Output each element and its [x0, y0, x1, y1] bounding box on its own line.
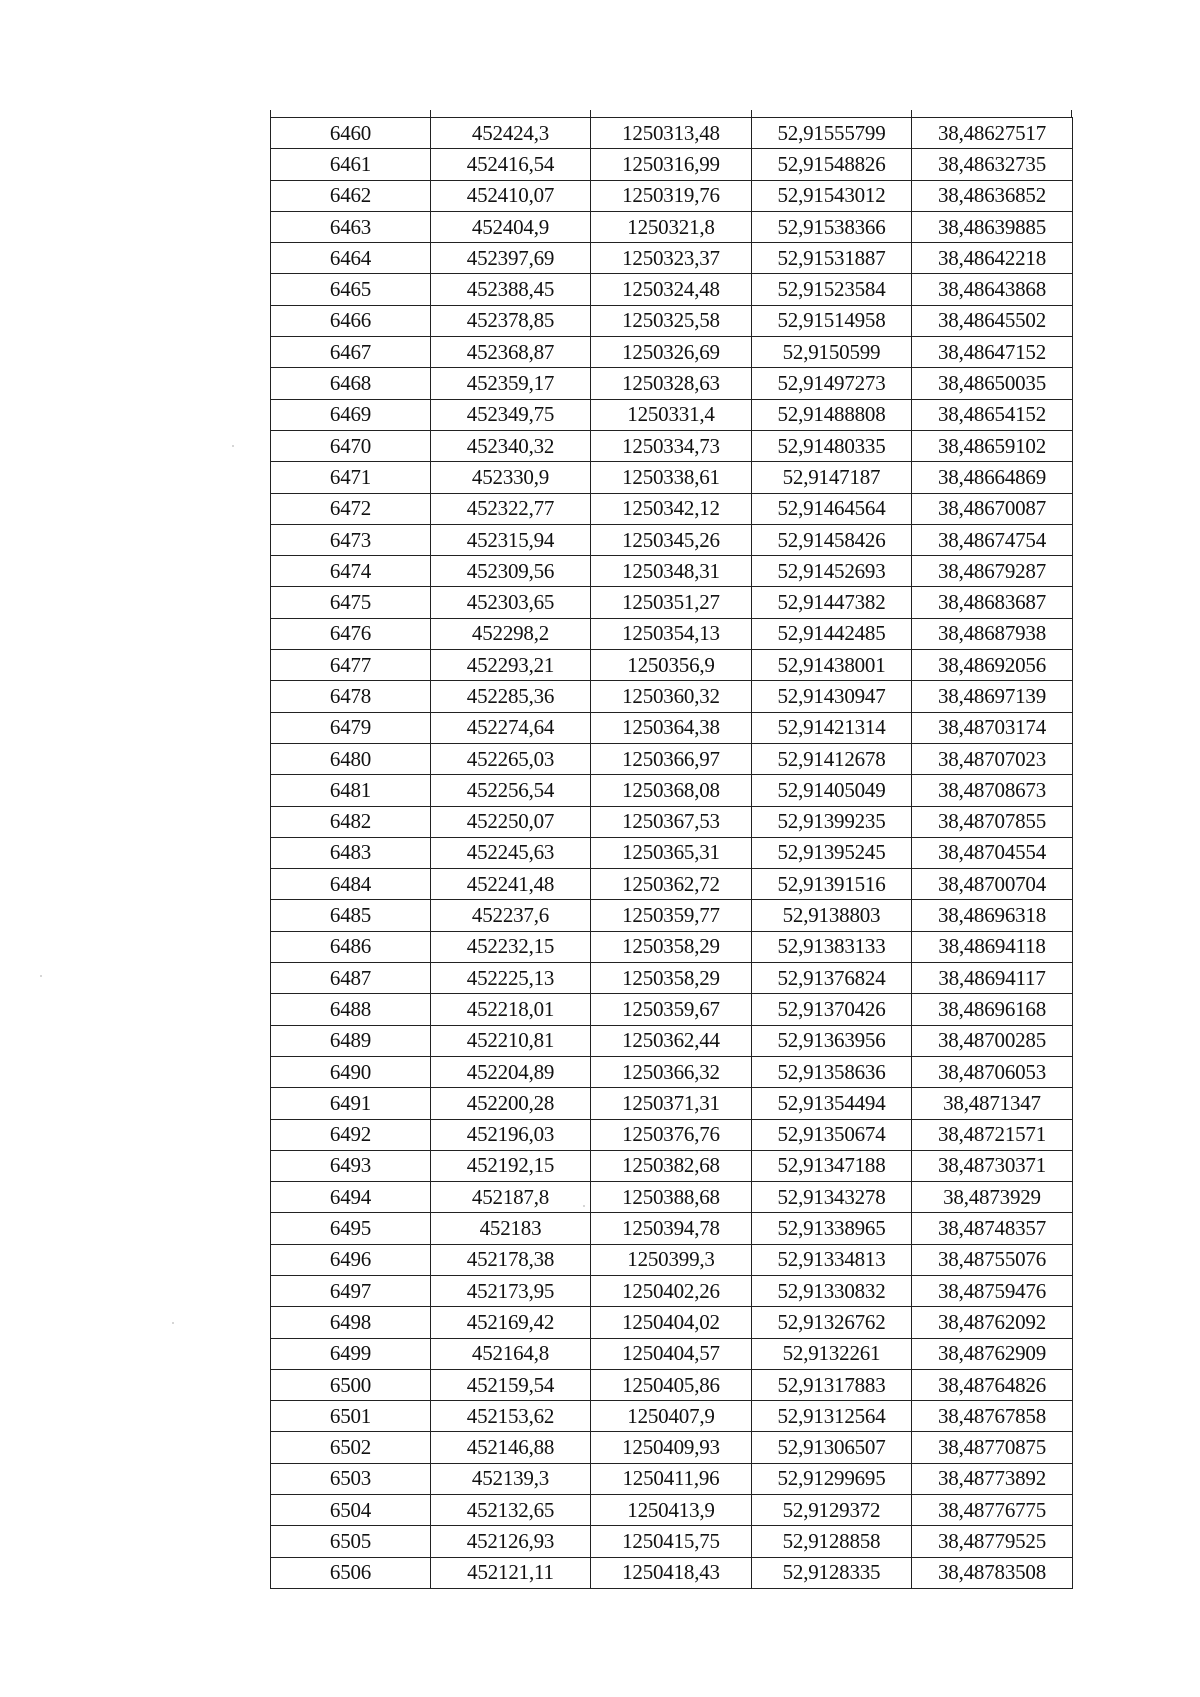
- latitude-cell: 52,91347188: [752, 1150, 912, 1181]
- y-coordinate-cell: 1250399,3: [591, 1244, 752, 1275]
- table-row: [271, 1119, 1073, 1150]
- y-coordinate-cell: 1250359,67: [591, 994, 752, 1025]
- point-number-cell: 6490: [271, 1056, 431, 1087]
- coordinate-table-body: [271, 118, 1073, 1589]
- table-row: [271, 1495, 1073, 1526]
- latitude-cell: 52,91370426: [752, 994, 912, 1025]
- point-number-cell: 6468: [271, 368, 431, 399]
- longitude-cell: 38,48654152: [912, 399, 1073, 430]
- y-coordinate-cell: 1250366,97: [591, 743, 752, 774]
- longitude-cell: 38,48706053: [912, 1056, 1073, 1087]
- y-coordinate-cell: 1250371,31: [591, 1088, 752, 1119]
- longitude-cell: 38,48696318: [912, 900, 1073, 931]
- longitude-cell: 38,48704554: [912, 837, 1073, 868]
- point-number-cell: 6506: [271, 1557, 431, 1588]
- x-coordinate-cell: 452196,03: [431, 1119, 591, 1150]
- table-row: [271, 149, 1073, 180]
- x-coordinate-cell: 452204,89: [431, 1056, 591, 1087]
- latitude-cell: 52,91452693: [752, 556, 912, 587]
- latitude-cell: 52,91306507: [752, 1432, 912, 1463]
- x-coordinate-cell: 452416,54: [431, 149, 591, 180]
- table-row: [271, 211, 1073, 242]
- latitude-cell: 52,9128858: [752, 1526, 912, 1557]
- table-row: [271, 1182, 1073, 1213]
- table-row: [271, 618, 1073, 649]
- x-coordinate-cell: 452218,01: [431, 994, 591, 1025]
- y-coordinate-cell: 1250376,76: [591, 1119, 752, 1150]
- x-coordinate-cell: 452237,6: [431, 900, 591, 931]
- x-coordinate-cell: 452368,87: [431, 337, 591, 368]
- latitude-cell: 52,91330832: [752, 1275, 912, 1306]
- table-row: [271, 368, 1073, 399]
- table-row: [271, 650, 1073, 681]
- x-coordinate-cell: 452378,85: [431, 305, 591, 336]
- longitude-cell: 38,48679287: [912, 556, 1073, 587]
- latitude-cell: 52,91458426: [752, 524, 912, 555]
- table-row: [271, 1557, 1073, 1588]
- y-coordinate-cell: 1250354,13: [591, 618, 752, 649]
- latitude-cell: 52,91405049: [752, 775, 912, 806]
- longitude-cell: 38,48762909: [912, 1338, 1073, 1369]
- point-number-cell: 6463: [271, 211, 431, 242]
- table-row: [271, 1244, 1073, 1275]
- latitude-cell: 52,91538366: [752, 211, 912, 242]
- table-row: [271, 963, 1073, 994]
- longitude-cell: 38,48642218: [912, 243, 1073, 274]
- latitude-cell: 52,91442485: [752, 618, 912, 649]
- x-coordinate-cell: 452388,45: [431, 274, 591, 305]
- longitude-cell: 38,48700704: [912, 869, 1073, 900]
- x-coordinate-cell: 452126,93: [431, 1526, 591, 1557]
- point-number-cell: 6493: [271, 1150, 431, 1181]
- table-row: [271, 1526, 1073, 1557]
- point-number-cell: 6503: [271, 1463, 431, 1494]
- table-row: [271, 1463, 1073, 1494]
- latitude-cell: 52,91438001: [752, 650, 912, 681]
- longitude-cell: 38,48759476: [912, 1275, 1073, 1306]
- point-number-cell: 6460: [271, 118, 431, 149]
- latitude-cell: 52,91523584: [752, 274, 912, 305]
- y-coordinate-cell: 1250409,93: [591, 1432, 752, 1463]
- y-coordinate-cell: 1250404,02: [591, 1307, 752, 1338]
- x-coordinate-cell: 452293,21: [431, 650, 591, 681]
- point-number-cell: 6467: [271, 337, 431, 368]
- longitude-cell: 38,48650035: [912, 368, 1073, 399]
- y-coordinate-cell: 1250324,48: [591, 274, 752, 305]
- longitude-cell: 38,48659102: [912, 430, 1073, 461]
- y-coordinate-cell: 1250405,86: [591, 1369, 752, 1400]
- y-coordinate-cell: 1250313,48: [591, 118, 752, 149]
- longitude-cell: 38,48767858: [912, 1401, 1073, 1432]
- table-row: [271, 1401, 1073, 1432]
- x-coordinate-cell: 452153,62: [431, 1401, 591, 1432]
- point-number-cell: 6479: [271, 712, 431, 743]
- y-coordinate-cell: 1250404,57: [591, 1338, 752, 1369]
- latitude-cell: 52,91312564: [752, 1401, 912, 1432]
- table-row: [271, 837, 1073, 868]
- latitude-cell: 52,91354494: [752, 1088, 912, 1119]
- latitude-cell: 52,91334813: [752, 1244, 912, 1275]
- point-number-cell: 6471: [271, 462, 431, 493]
- y-coordinate-cell: 1250394,78: [591, 1213, 752, 1244]
- x-coordinate-cell: 452359,17: [431, 368, 591, 399]
- longitude-cell: 38,48674754: [912, 524, 1073, 555]
- x-coordinate-cell: 452285,36: [431, 681, 591, 712]
- x-coordinate-cell: 452232,15: [431, 931, 591, 962]
- y-coordinate-cell: 1250325,58: [591, 305, 752, 336]
- longitude-cell: 38,48783508: [912, 1557, 1073, 1588]
- x-coordinate-cell: 452200,28: [431, 1088, 591, 1119]
- x-coordinate-cell: 452265,03: [431, 743, 591, 774]
- y-coordinate-cell: 1250367,53: [591, 806, 752, 837]
- table-row: [271, 1275, 1073, 1306]
- point-number-cell: 6504: [271, 1495, 431, 1526]
- longitude-cell: 38,48694118: [912, 931, 1073, 962]
- table-row: [271, 994, 1073, 1025]
- point-number-cell: 6501: [271, 1401, 431, 1432]
- y-coordinate-cell: 1250411,96: [591, 1463, 752, 1494]
- x-coordinate-cell: 452241,48: [431, 869, 591, 900]
- latitude-cell: 52,91447382: [752, 587, 912, 618]
- point-number-cell: 6469: [271, 399, 431, 430]
- y-coordinate-cell: 1250338,61: [591, 462, 752, 493]
- x-coordinate-cell: 452169,42: [431, 1307, 591, 1338]
- scan-speck: [40, 975, 42, 977]
- x-coordinate-cell: 452404,9: [431, 211, 591, 242]
- latitude-cell: 52,91555799: [752, 118, 912, 149]
- point-number-cell: 6500: [271, 1369, 431, 1400]
- longitude-cell: 38,4871347: [912, 1088, 1073, 1119]
- point-number-cell: 6472: [271, 493, 431, 524]
- table-row: [271, 775, 1073, 806]
- table-row: [271, 274, 1073, 305]
- y-coordinate-cell: 1250358,29: [591, 963, 752, 994]
- latitude-cell: 52,9138803: [752, 900, 912, 931]
- table-row: [271, 806, 1073, 837]
- longitude-cell: 38,48764826: [912, 1369, 1073, 1400]
- latitude-cell: 52,91421314: [752, 712, 912, 743]
- longitude-cell: 38,48627517: [912, 118, 1073, 149]
- y-coordinate-cell: 1250328,63: [591, 368, 752, 399]
- y-coordinate-cell: 1250415,75: [591, 1526, 752, 1557]
- x-coordinate-cell: 452256,54: [431, 775, 591, 806]
- table-row: [271, 1369, 1073, 1400]
- point-number-cell: 6477: [271, 650, 431, 681]
- y-coordinate-cell: 1250331,4: [591, 399, 752, 430]
- y-coordinate-cell: 1250365,31: [591, 837, 752, 868]
- latitude-cell: 52,91391516: [752, 869, 912, 900]
- point-number-cell: 6466: [271, 305, 431, 336]
- latitude-cell: 52,9129372: [752, 1495, 912, 1526]
- y-coordinate-cell: 1250321,8: [591, 211, 752, 242]
- x-coordinate-cell: 452173,95: [431, 1275, 591, 1306]
- x-coordinate-cell: 452330,9: [431, 462, 591, 493]
- y-coordinate-cell: 1250348,31: [591, 556, 752, 587]
- latitude-cell: 52,91343278: [752, 1182, 912, 1213]
- longitude-cell: 38,48773892: [912, 1463, 1073, 1494]
- table-row: [271, 243, 1073, 274]
- latitude-cell: 52,91548826: [752, 149, 912, 180]
- y-coordinate-cell: 1250358,29: [591, 931, 752, 962]
- latitude-cell: 52,91543012: [752, 180, 912, 211]
- table-row: [271, 1088, 1073, 1119]
- table-row: [271, 462, 1073, 493]
- table-row: [271, 430, 1073, 461]
- y-coordinate-cell: 1250323,37: [591, 243, 752, 274]
- x-coordinate-cell: 452245,63: [431, 837, 591, 868]
- y-coordinate-cell: 1250351,27: [591, 587, 752, 618]
- table-row: [271, 493, 1073, 524]
- longitude-cell: 38,48700285: [912, 1025, 1073, 1056]
- y-coordinate-cell: 1250359,77: [591, 900, 752, 931]
- table-row: [271, 681, 1073, 712]
- point-number-cell: 6461: [271, 149, 431, 180]
- longitude-cell: 38,48770875: [912, 1432, 1073, 1463]
- point-number-cell: 6484: [271, 869, 431, 900]
- latitude-cell: 52,9150599: [752, 337, 912, 368]
- table-row: [271, 931, 1073, 962]
- latitude-cell: 52,91376824: [752, 963, 912, 994]
- longitude-cell: 38,48755076: [912, 1244, 1073, 1275]
- longitude-cell: 38,48707023: [912, 743, 1073, 774]
- longitude-cell: 38,48776775: [912, 1495, 1073, 1526]
- y-coordinate-cell: 1250326,69: [591, 337, 752, 368]
- latitude-cell: 52,91317883: [752, 1369, 912, 1400]
- table-row: [271, 1307, 1073, 1338]
- x-coordinate-cell: 452121,11: [431, 1557, 591, 1588]
- x-coordinate-cell: 452225,13: [431, 963, 591, 994]
- latitude-cell: 52,91480335: [752, 430, 912, 461]
- x-coordinate-cell: 452397,69: [431, 243, 591, 274]
- table-row: [271, 712, 1073, 743]
- longitude-cell: 38,48708673: [912, 775, 1073, 806]
- table-row: [271, 900, 1073, 931]
- y-coordinate-cell: 1250345,26: [591, 524, 752, 555]
- longitude-cell: 38,48639885: [912, 211, 1073, 242]
- latitude-cell: 52,91488808: [752, 399, 912, 430]
- table-row: [271, 1338, 1073, 1369]
- point-number-cell: 6482: [271, 806, 431, 837]
- x-coordinate-cell: 452424,3: [431, 118, 591, 149]
- latitude-cell: 52,91497273: [752, 368, 912, 399]
- x-coordinate-cell: 452322,77: [431, 493, 591, 524]
- latitude-cell: 52,91383133: [752, 931, 912, 962]
- y-coordinate-cell: 1250368,08: [591, 775, 752, 806]
- longitude-cell: 38,48694117: [912, 963, 1073, 994]
- longitude-cell: 38,48670087: [912, 493, 1073, 524]
- longitude-cell: 38,48636852: [912, 180, 1073, 211]
- point-number-cell: 6464: [271, 243, 431, 274]
- latitude-cell: 52,91326762: [752, 1307, 912, 1338]
- latitude-cell: 52,91395245: [752, 837, 912, 868]
- y-coordinate-cell: 1250388,68: [591, 1182, 752, 1213]
- scan-speck: [232, 445, 234, 447]
- point-number-cell: 6478: [271, 681, 431, 712]
- point-number-cell: 6473: [271, 524, 431, 555]
- table-row: [271, 869, 1073, 900]
- point-number-cell: 6505: [271, 1526, 431, 1557]
- y-coordinate-cell: 1250366,32: [591, 1056, 752, 1087]
- longitude-cell: 38,48696168: [912, 994, 1073, 1025]
- point-number-cell: 6496: [271, 1244, 431, 1275]
- point-number-cell: 6474: [271, 556, 431, 587]
- longitude-cell: 38,48721571: [912, 1119, 1073, 1150]
- y-coordinate-cell: 1250362,72: [591, 869, 752, 900]
- longitude-cell: 38,48645502: [912, 305, 1073, 336]
- scan-speck: [583, 1205, 585, 1207]
- point-number-cell: 6483: [271, 837, 431, 868]
- point-number-cell: 6488: [271, 994, 431, 1025]
- longitude-cell: 38,48707855: [912, 806, 1073, 837]
- latitude-cell: 52,91464564: [752, 493, 912, 524]
- table-row: [271, 1025, 1073, 1056]
- table-row: [271, 180, 1073, 211]
- y-coordinate-cell: 1250413,9: [591, 1495, 752, 1526]
- x-coordinate-cell: 452303,65: [431, 587, 591, 618]
- table-row: [271, 556, 1073, 587]
- table-row: [271, 1056, 1073, 1087]
- point-number-cell: 6480: [271, 743, 431, 774]
- longitude-cell: 38,48647152: [912, 337, 1073, 368]
- latitude-cell: 52,91363956: [752, 1025, 912, 1056]
- latitude-cell: 52,91299695: [752, 1463, 912, 1494]
- table-row: [271, 1213, 1073, 1244]
- x-coordinate-cell: 452164,8: [431, 1338, 591, 1369]
- table-row: [271, 524, 1073, 555]
- x-coordinate-cell: 452178,38: [431, 1244, 591, 1275]
- longitude-cell: 38,48692056: [912, 650, 1073, 681]
- y-coordinate-cell: 1250362,44: [591, 1025, 752, 1056]
- latitude-cell: 52,91358636: [752, 1056, 912, 1087]
- longitude-cell: 38,48632735: [912, 149, 1073, 180]
- y-coordinate-cell: 1250364,38: [591, 712, 752, 743]
- x-coordinate-cell: 452274,64: [431, 712, 591, 743]
- point-number-cell: 6489: [271, 1025, 431, 1056]
- latitude-cell: 52,9132261: [752, 1338, 912, 1369]
- point-number-cell: 6481: [271, 775, 431, 806]
- latitude-cell: 52,91531887: [752, 243, 912, 274]
- latitude-cell: 52,91412678: [752, 743, 912, 774]
- point-number-cell: 6494: [271, 1182, 431, 1213]
- point-number-cell: 6495: [271, 1213, 431, 1244]
- x-coordinate-cell: 452159,54: [431, 1369, 591, 1400]
- y-coordinate-cell: 1250407,9: [591, 1401, 752, 1432]
- y-coordinate-cell: 1250356,9: [591, 650, 752, 681]
- latitude-cell: 52,9128335: [752, 1557, 912, 1588]
- point-number-cell: 6487: [271, 963, 431, 994]
- latitude-cell: 52,91399235: [752, 806, 912, 837]
- table-row: [271, 587, 1073, 618]
- point-number-cell: 6470: [271, 430, 431, 461]
- x-coordinate-cell: 452349,75: [431, 399, 591, 430]
- y-coordinate-cell: 1250402,26: [591, 1275, 752, 1306]
- longitude-cell: 38,4873929: [912, 1182, 1073, 1213]
- longitude-cell: 38,48762092: [912, 1307, 1073, 1338]
- longitude-cell: 38,48664869: [912, 462, 1073, 493]
- y-coordinate-cell: 1250319,76: [591, 180, 752, 211]
- coordinate-sheet: [270, 117, 1072, 1589]
- table-row: [271, 1432, 1073, 1463]
- table-row: [271, 399, 1073, 430]
- y-coordinate-cell: 1250382,68: [591, 1150, 752, 1181]
- point-number-cell: 6475: [271, 587, 431, 618]
- longitude-cell: 38,48703174: [912, 712, 1073, 743]
- y-coordinate-cell: 1250418,43: [591, 1557, 752, 1588]
- point-number-cell: 6485: [271, 900, 431, 931]
- x-coordinate-cell: 452315,94: [431, 524, 591, 555]
- point-number-cell: 6462: [271, 180, 431, 211]
- latitude-cell: 52,91514958: [752, 305, 912, 336]
- point-number-cell: 6491: [271, 1088, 431, 1119]
- longitude-cell: 38,48730371: [912, 1150, 1073, 1181]
- longitude-cell: 38,48683687: [912, 587, 1073, 618]
- x-coordinate-cell: 452139,3: [431, 1463, 591, 1494]
- longitude-cell: 38,48779525: [912, 1526, 1073, 1557]
- table-row: [271, 118, 1073, 149]
- x-coordinate-cell: 452298,2: [431, 618, 591, 649]
- point-number-cell: 6486: [271, 931, 431, 962]
- latitude-cell: 52,91350674: [752, 1119, 912, 1150]
- x-coordinate-cell: 452192,15: [431, 1150, 591, 1181]
- point-number-cell: 6499: [271, 1338, 431, 1369]
- table-row: [271, 743, 1073, 774]
- coordinate-table: [270, 117, 1073, 1589]
- y-coordinate-cell: 1250360,32: [591, 681, 752, 712]
- table-row: [271, 305, 1073, 336]
- longitude-cell: 38,48687938: [912, 618, 1073, 649]
- latitude-cell: 52,91430947: [752, 681, 912, 712]
- x-coordinate-cell: 452210,81: [431, 1025, 591, 1056]
- table-row: [271, 1150, 1073, 1181]
- y-coordinate-cell: 1250342,12: [591, 493, 752, 524]
- x-coordinate-cell: 452132,65: [431, 1495, 591, 1526]
- x-coordinate-cell: 452187,8: [431, 1182, 591, 1213]
- point-number-cell: 6502: [271, 1432, 431, 1463]
- x-coordinate-cell: 452410,07: [431, 180, 591, 211]
- point-number-cell: 6465: [271, 274, 431, 305]
- x-coordinate-cell: 452309,56: [431, 556, 591, 587]
- x-coordinate-cell: 452340,32: [431, 430, 591, 461]
- point-number-cell: 6497: [271, 1275, 431, 1306]
- latitude-cell: 52,9147187: [752, 462, 912, 493]
- point-number-cell: 6476: [271, 618, 431, 649]
- longitude-cell: 38,48697139: [912, 681, 1073, 712]
- scan-speck: [172, 1322, 174, 1324]
- latitude-cell: 52,91338965: [752, 1213, 912, 1244]
- y-coordinate-cell: 1250334,73: [591, 430, 752, 461]
- longitude-cell: 38,48643868: [912, 274, 1073, 305]
- y-coordinate-cell: 1250316,99: [591, 149, 752, 180]
- point-number-cell: 6498: [271, 1307, 431, 1338]
- longitude-cell: 38,48748357: [912, 1213, 1073, 1244]
- table-row: [271, 337, 1073, 368]
- point-number-cell: 6492: [271, 1119, 431, 1150]
- x-coordinate-cell: 452250,07: [431, 806, 591, 837]
- x-coordinate-cell: 452146,88: [431, 1432, 591, 1463]
- x-coordinate-cell: 452183: [431, 1213, 591, 1244]
